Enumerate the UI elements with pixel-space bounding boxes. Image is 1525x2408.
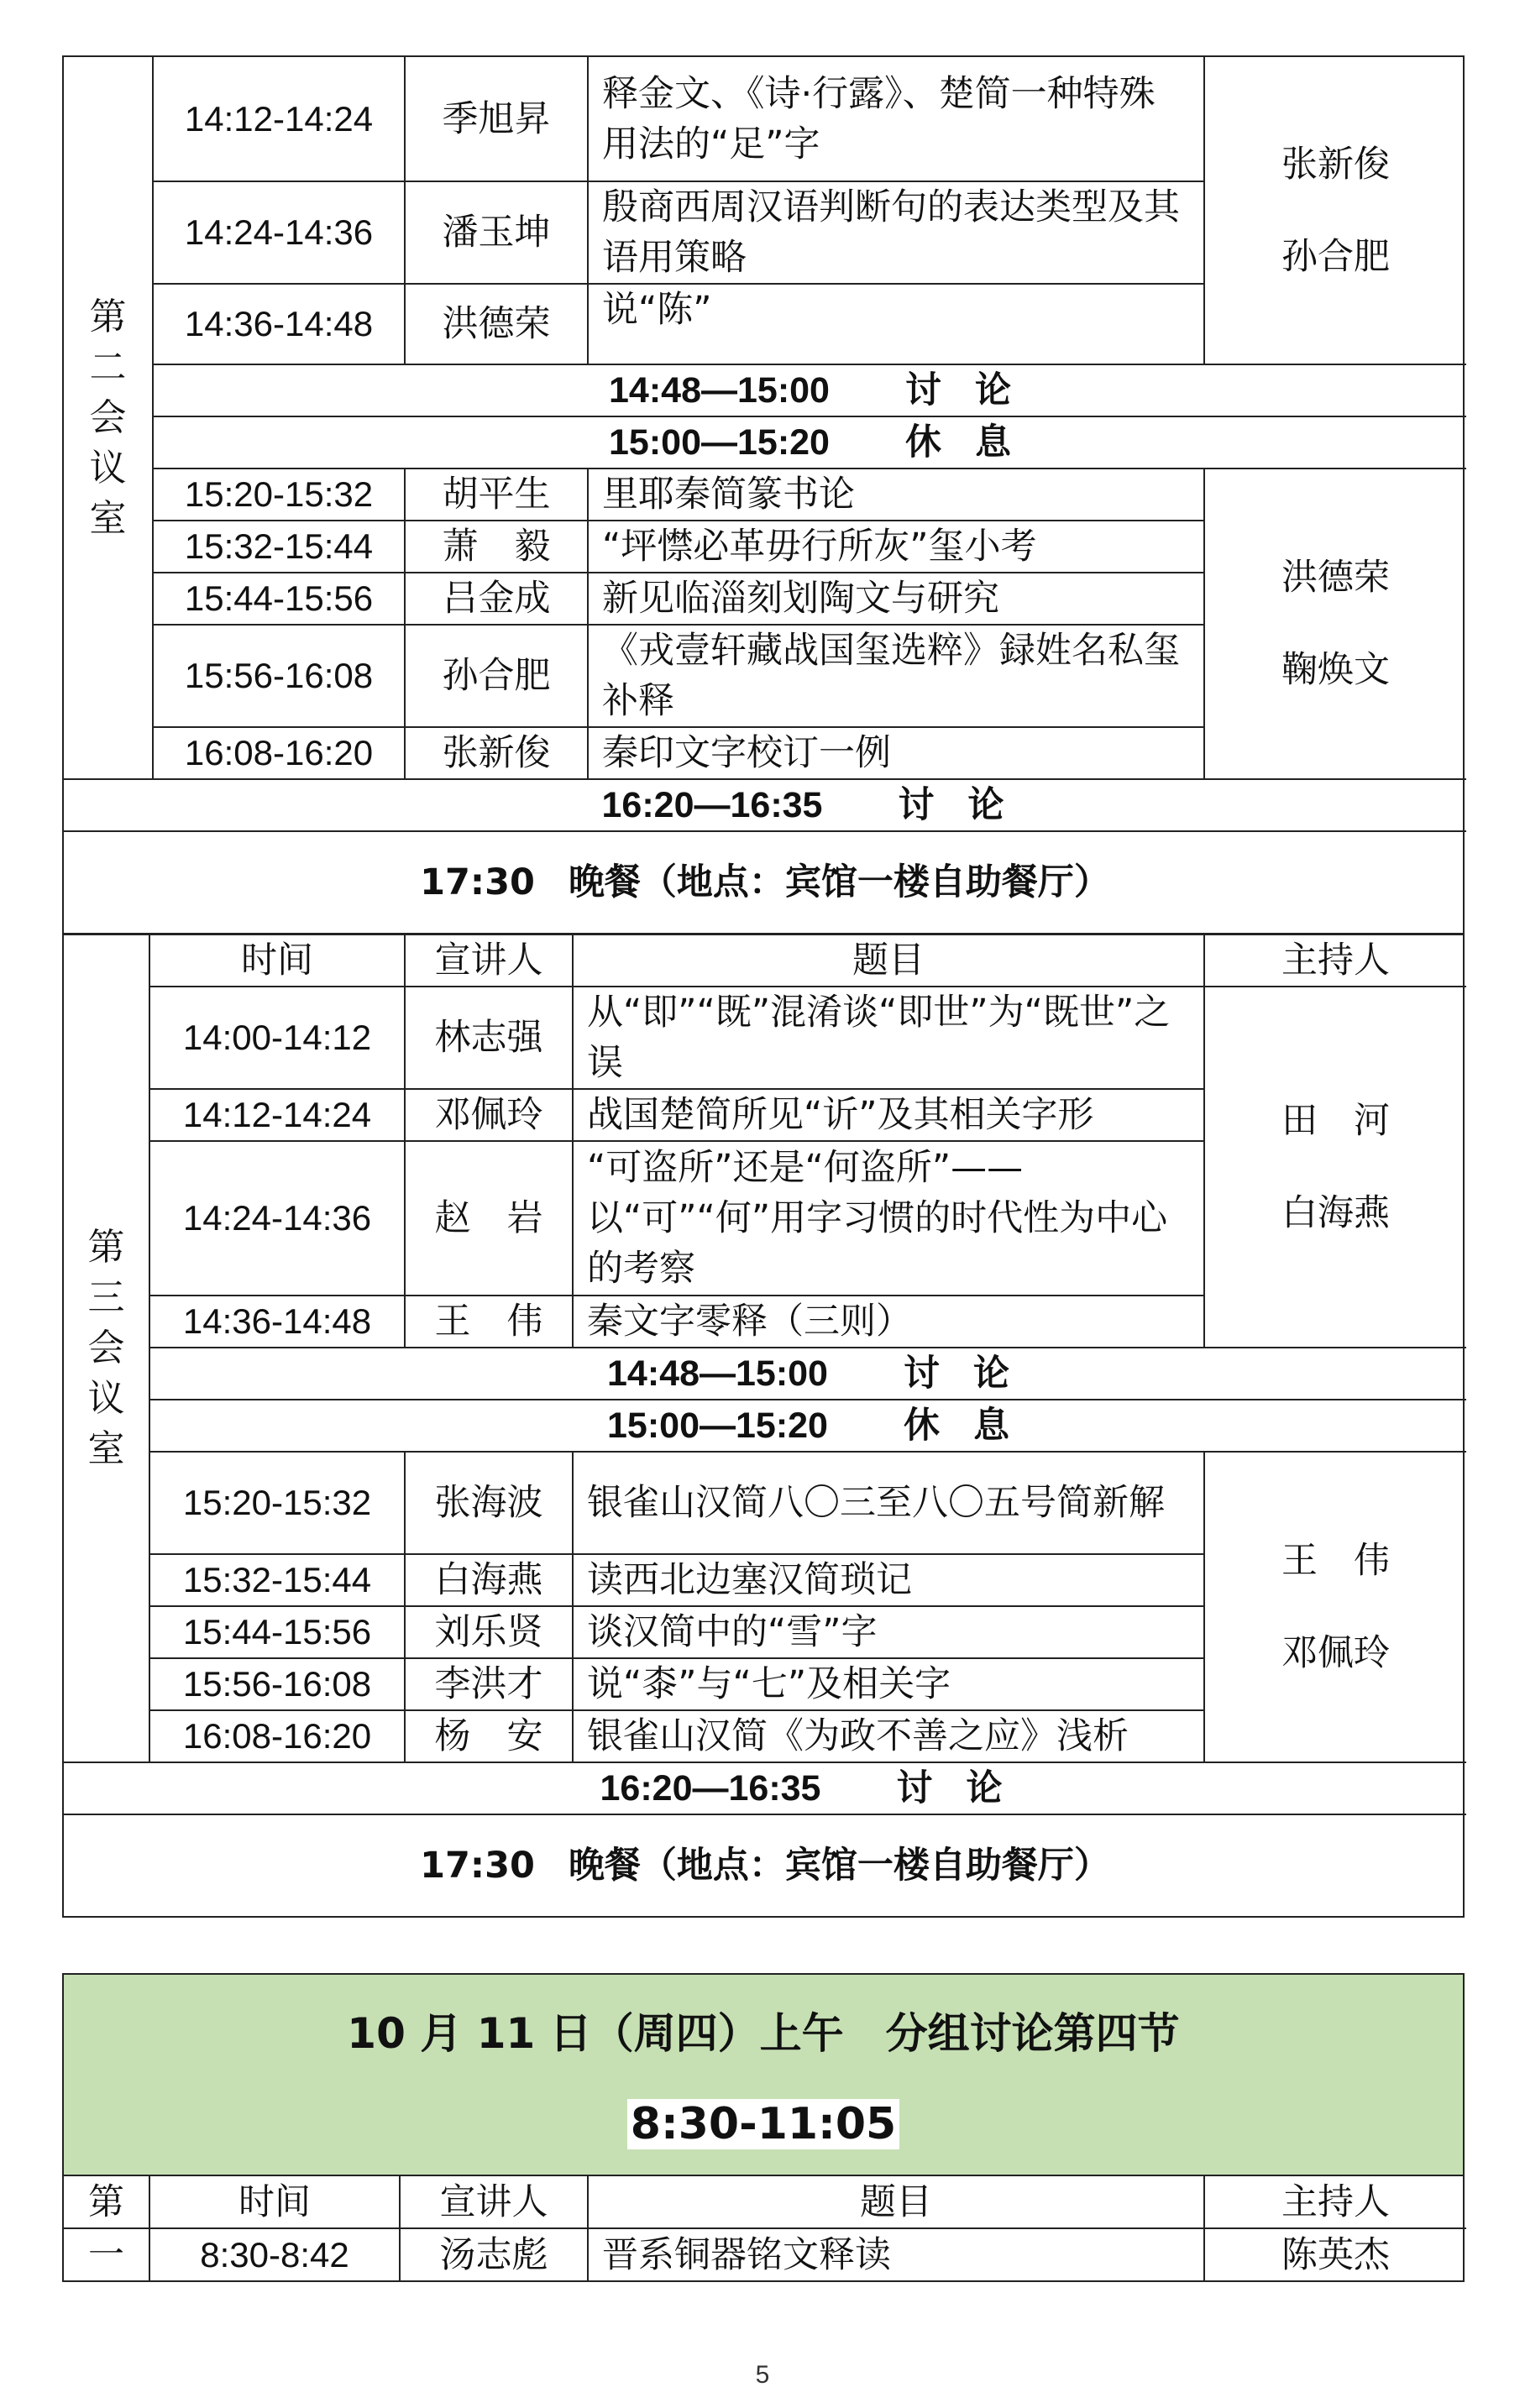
table-row: 第 二 会 议 室 14:12-14:24 季旭昇 释金文、《诗·行露》、楚简一种特殊用法的“足”字 张新俊 孙合肥: [64, 57, 1466, 181]
table-row: 14:12-14:24 邓佩玲 战国楚简所见“䜣”及其相关字形: [64, 1089, 1466, 1141]
room2-part1-hosts: 张新俊 孙合肥: [1204, 57, 1466, 364]
page-number: 5: [755, 2361, 770, 2389]
table-row: 14:24-14:36 赵 岩 “可盗所”还是“何盗所”——以“可”“何”用字习惯的时代性为中心的考察: [64, 1141, 1466, 1296]
discussion-row: 14:48—15:00 讨 论: [64, 364, 1466, 416]
table-row: 15:20-15:32 张海波 银雀山汉简八〇三至八〇五号简新解 王 伟 邓佩玲: [64, 1452, 1466, 1554]
discussion-row: 14:48—15:00 讨 论: [64, 1348, 1466, 1400]
table-row: 15:56-16:08 李洪才 说“桼”与“七”及相关字: [64, 1658, 1466, 1710]
table-row: 15:20-15:32 胡平生 里耶秦简篆书论 洪德荣 鞠焕文: [64, 469, 1466, 521]
room3-part1-hosts: 田 河 白海燕: [1204, 987, 1466, 1348]
table-row: 14:36-14:48 洪德荣 说“陈”: [64, 284, 1466, 364]
table-row: 15:32-15:44 白海燕 读西北边塞汉简琐记: [64, 1554, 1466, 1606]
table-row: 14:36-14:48 王 伟 秦文字零释（三则）: [64, 1296, 1466, 1348]
table-row: 15:44-15:56 吕金成 新见临淄刻划陶文与研究: [64, 573, 1466, 625]
table-row: 15:44-15:56 刘乐贤 谈汉简中的“雪”字: [64, 1606, 1466, 1658]
table-row: 15:56-16:08 孙合肥 《戎壹轩藏战国玺选粹》録姓名私玺补释: [64, 625, 1466, 727]
break-row: 15:00—15:20 休 息: [64, 1400, 1466, 1452]
table-row: 14:00-14:12 林志强 从“即”“既”混淆谈“即世”为“既世”之误 田 河 白海燕: [64, 987, 1466, 1089]
room3-part2-hosts: 王 伟 邓佩玲: [1204, 1452, 1466, 1762]
table-row: 15:32-15:44 萧 毅 “坪㦗必革毋行所灰”玺小考: [64, 521, 1466, 573]
table-header: 第 三 会 议 室 时间 宣讲人 题目 主持人: [64, 935, 1466, 987]
table-row: 16:08-16:20 杨 安 银雀山汉简《为政不善之应》浅析: [64, 1710, 1466, 1762]
table-row: 14:24-14:36 潘玉坤 殷商西周汉语判断句的表达类型及其语用策略: [64, 181, 1466, 284]
session-banner: [62, 1973, 1465, 2176]
session-time-range: 8:30-11:05: [64, 2099, 1463, 2149]
room3-schedule: [62, 934, 1465, 1918]
discussion-row: 16:20—16:35 讨 论: [64, 779, 1466, 831]
session-title: 10 月 11 日（周四）上午 分组讨论第四节: [347, 2009, 1180, 2058]
day4-schedule: [62, 2175, 1465, 2282]
table-header: 第 时间 宣讲人 题目 主持人: [64, 2176, 1466, 2228]
discussion-row: 16:20—16:35 讨 论: [64, 1762, 1466, 1814]
room2-part2-hosts: 洪德荣 鞠焕文: [1204, 469, 1466, 779]
table-row: 16:08-16:20 张新俊 秦印文字校订一例: [64, 727, 1466, 779]
break-row: 15:00—15:20 休 息: [64, 416, 1466, 469]
dinner-row: 17:30 晚餐（地点：宾馆一楼自助餐厅）: [64, 831, 1466, 933]
dinner-row: 17:30 晚餐（地点：宾馆一楼自助餐厅）: [64, 1814, 1466, 1916]
room3-label: 第 三 会 议 室: [64, 935, 149, 1762]
room2-label: 第 二 会 议 室: [64, 57, 153, 779]
table-row: 一 8:30-8:42 汤志彪 晋系铜器铭文释读 陈英杰: [64, 2228, 1466, 2280]
room2-schedule: [62, 55, 1465, 934]
